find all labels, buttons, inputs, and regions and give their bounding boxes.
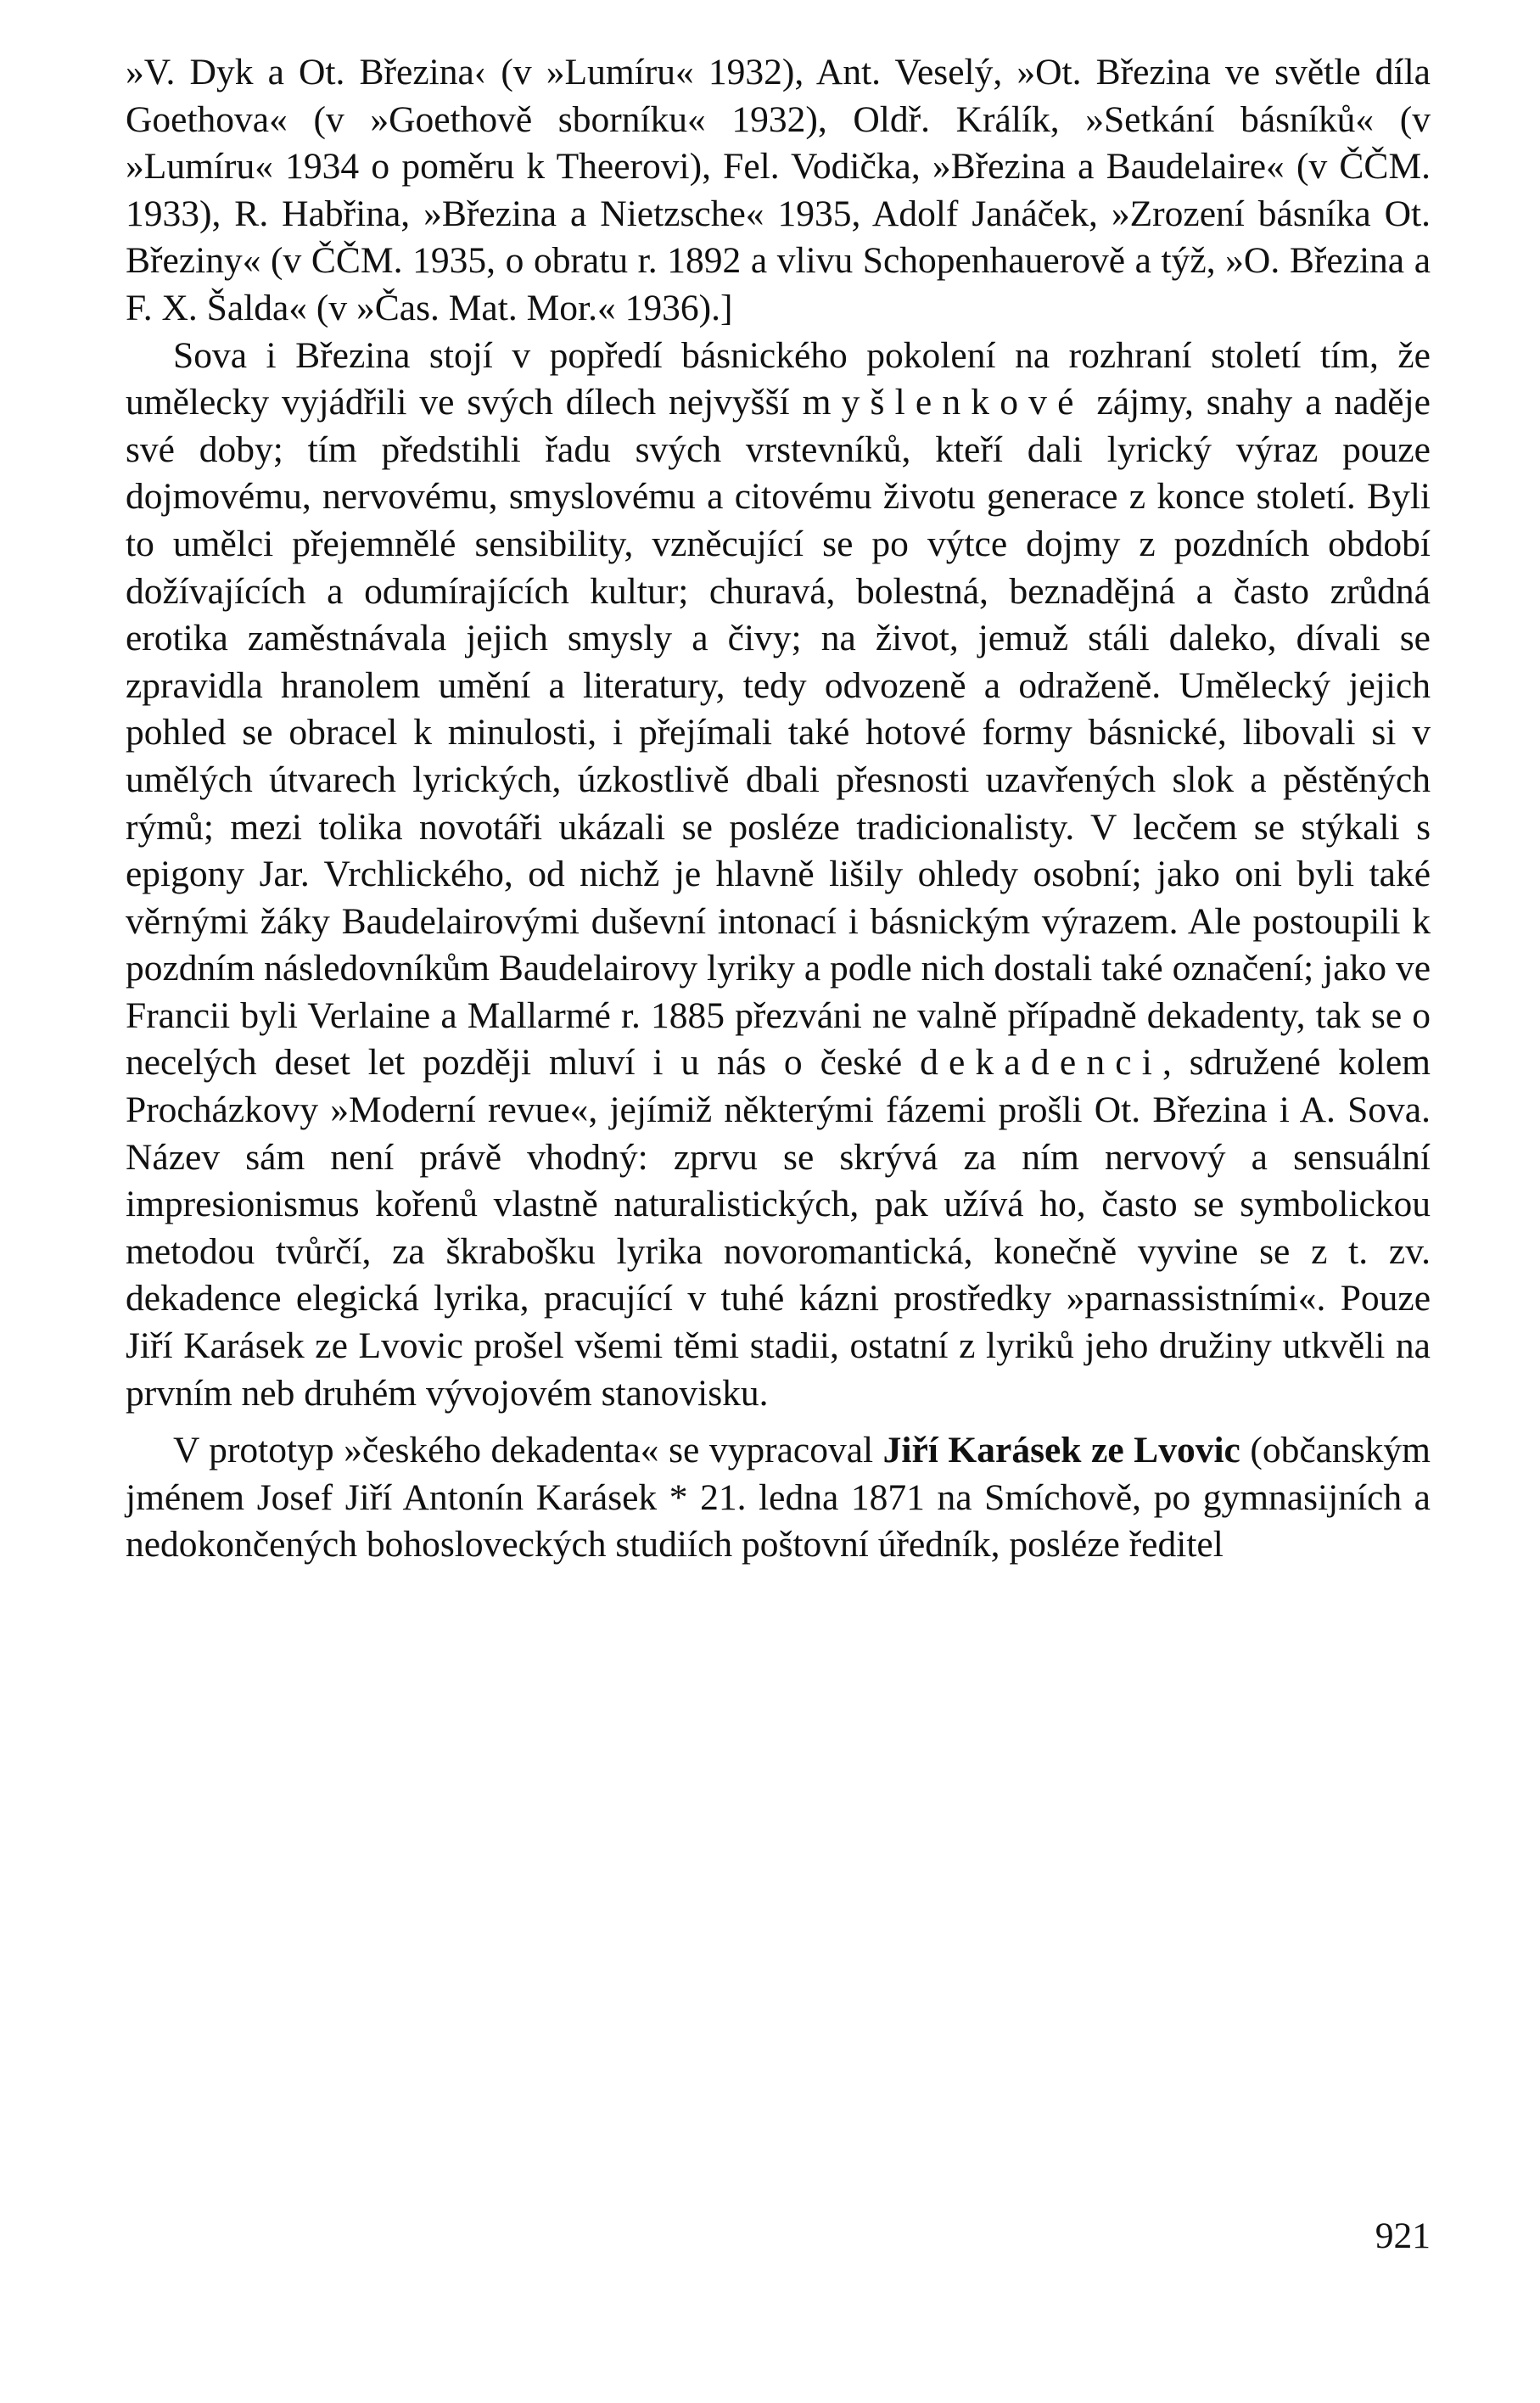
- document-page: [126, 49, 1431, 1569]
- main-paragraph: [126, 333, 1431, 1418]
- karasek-paragraph: [126, 1427, 1431, 1569]
- karasek-paragraph-text-2: (občanským jménem Josef Jiří Antonín Karásek * 21. ledna 1871 na Smíchově, po gymnasijních a nedokončených bohosloveckých studiích poštovní úředník, posléze ředitel: [126, 1430, 1431, 1566]
- bold-author-name: Jiří Karásek ze Lvovic: [882, 1430, 1240, 1471]
- bibliography-paragraph: »V. Dyk a Ot. Březina‹ (v »Lumíru« 1932), Ant. Veselý, »Ot. Březina ve světle díla Goethova« (v »Goethově sborníku« 1932), Oldř. Králík, »Setkání básníků« (v »Lumíru« 1934 o poměru k Theerovi), Fel. Vodička, »Březina a Baudelaire« (v ČČM. 1933), R. Habřina, »Březina a Nietzsche« 1935, Adolf Janáček, »Zrození básníka Ot. Březiny« (v ČČM. 1935, o obratu r. 1892 a vlivu Schopenhauerově a týž, »O. Březina a F. X. Šalda« (v »Čas. Mat. Mor.« 1936).]: [126, 52, 1431, 328]
- spaced-emphasis-1: myšlenkové: [802, 382, 1084, 423]
- page-number: 921: [1375, 2215, 1431, 2256]
- main-paragraph-text-3: , sdružené kolem Procházkovy »Moderní revue«, jejímiž některými fázemi prošli Ot. Březina i A. Sova. Název sám není právě vhodný: zprvu se skrývá za ním nervový a sensuální impresionismus kořenů vlastně naturalistických, pak užívá ho, často se symbolickou metodou tvůrčí, za škrabošku lyrika novoromantická, konečně vyvine se z t. zv. dekadence elegická lyrika, pracující v tuhé kázni prostředky »parnassistními«. Pouze Jiří Karásek ze Lvovic prošel všemi těmi stadii, ostatní z lyriků jeho družiny utkvěli na prvním neb druhém vývojovém stanovisku.: [126, 1042, 1431, 1414]
- main-paragraph-text-2: zájmy, snahy a naděje své doby; tím předstihli řadu svých vrstevníků, kteří dali lyrický výraz pouze dojmovému, nervovému, smyslovému a citovému životu generace z konce století. Byli to umělci přejemnělé sensibility, vzněcující se po výtce dojmy z pozdních období dožívajících a odumírajících kultur; churavá, bolestná, beznadějná a často zrůdná erotika zaměstnávala jejich smysly a čivy; na život, jemuž stáli daleko, dívali se zpravidla hranolem umění a literatury, tedy odvozeně a odraženě. Umělecký jejich pohled se obracel k minulosti, i přejímali také hotové formy básnické, libovali si v umělých útvarech lyrických, úzkostlivě dbali přesnosti uzavřených slok a pěstěných rýmů; mezi tolika novotáři ukázali se posléze tradicionalisty. V lecčem se stýkali s epigony Jar. Vrchlického, od nichž je hlavně lišily ohledy osobní; jako oni byli také věrnými žáky Baudelairovými duševní intonací i básnickým výrazem. Ale postoupili k pozdním následovníkům Baudelairovy lyriky a podle nich dostali také označení; jako ve Francii byli Verlaine a Mallarmé r. 1885 přezváni ne valně případně dekadenty, tak se o necelých deset let později mluví i u nás o české: [126, 382, 1431, 1084]
- main-paragraph-text-1: Sova i Březina stojí v popředí básnického pokolení na rozhraní století tím, že umělecky vyjádřili ve svých dílech nejvyšší: [126, 334, 1431, 423]
- body-text: [126, 49, 1431, 1569]
- karasek-paragraph-text-1: V prototyp »českého dekadenta« se vypracoval: [173, 1430, 883, 1471]
- spaced-emphasis-2: dekadenci: [920, 1042, 1163, 1084]
